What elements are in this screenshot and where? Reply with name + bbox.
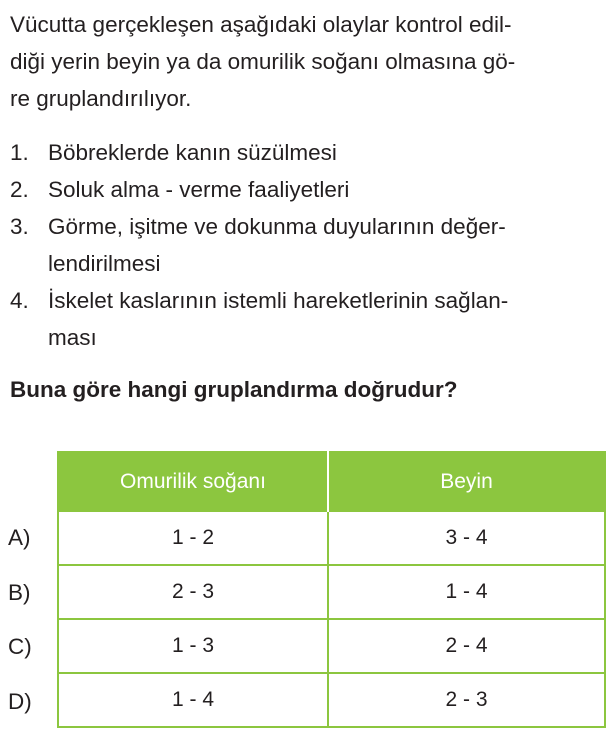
list-item [10, 208, 606, 282]
answer-table [57, 451, 606, 728]
cell-beyin: 2 - 3 [328, 673, 605, 727]
event-list [10, 134, 606, 356]
item-text-continued: lendirilmesi [48, 251, 161, 276]
cell-beyin: 2 - 4 [328, 619, 605, 673]
question-stem [10, 6, 606, 117]
table-row[interactable] [58, 511, 605, 565]
item-text: Soluk alma - verme faaliyetleri [48, 177, 350, 202]
stem-line-2: diği yerin beyin ya da omurilik soğanı olmasına gö- [10, 49, 516, 74]
item-text: Böbreklerde kanın süzülmesi [48, 140, 337, 165]
table-header-row [58, 452, 605, 511]
stem-line-1: Vücutta gerçekleşen aşağıdaki olaylar kontrol edil- [10, 12, 512, 37]
list-item [10, 134, 606, 171]
header-omurilik-sogani: Omurilik soğanı [58, 452, 328, 511]
list-item [10, 282, 606, 356]
cell-beyin: 1 - 4 [328, 565, 605, 619]
option-label-d[interactable]: D) [8, 689, 32, 714]
cell-omurilik-sogani: 1 - 3 [58, 619, 328, 673]
cell-omurilik-sogani: 2 - 3 [58, 565, 328, 619]
item-number: 2. [10, 177, 29, 202]
item-text: Görme, işitme ve dokunma duyularının değer- [48, 214, 506, 239]
stem-line-3: re gruplandırılıyor. [10, 86, 192, 111]
option-label-a[interactable]: A) [8, 525, 31, 550]
cell-omurilik-sogani: 1 - 2 [58, 511, 328, 565]
table-row[interactable] [58, 619, 605, 673]
list-item [10, 171, 606, 208]
cell-omurilik-sogani: 1 - 4 [58, 673, 328, 727]
item-number: 4. [10, 288, 29, 313]
item-text-continued: ması [48, 325, 97, 350]
option-label-c[interactable]: C) [8, 634, 32, 659]
option-label-b[interactable]: B) [8, 580, 31, 605]
item-number: 3. [10, 214, 29, 239]
question-prompt: Buna göre hangi gruplandırma doğrudur? [10, 377, 458, 402]
table-row[interactable] [58, 673, 605, 727]
item-number: 1. [10, 140, 29, 165]
item-text: İskelet kaslarının istemli hareketlerinin sağlan- [48, 288, 509, 313]
header-beyin: Beyin [328, 452, 605, 511]
table-row[interactable] [58, 565, 605, 619]
cell-beyin: 3 - 4 [328, 511, 605, 565]
